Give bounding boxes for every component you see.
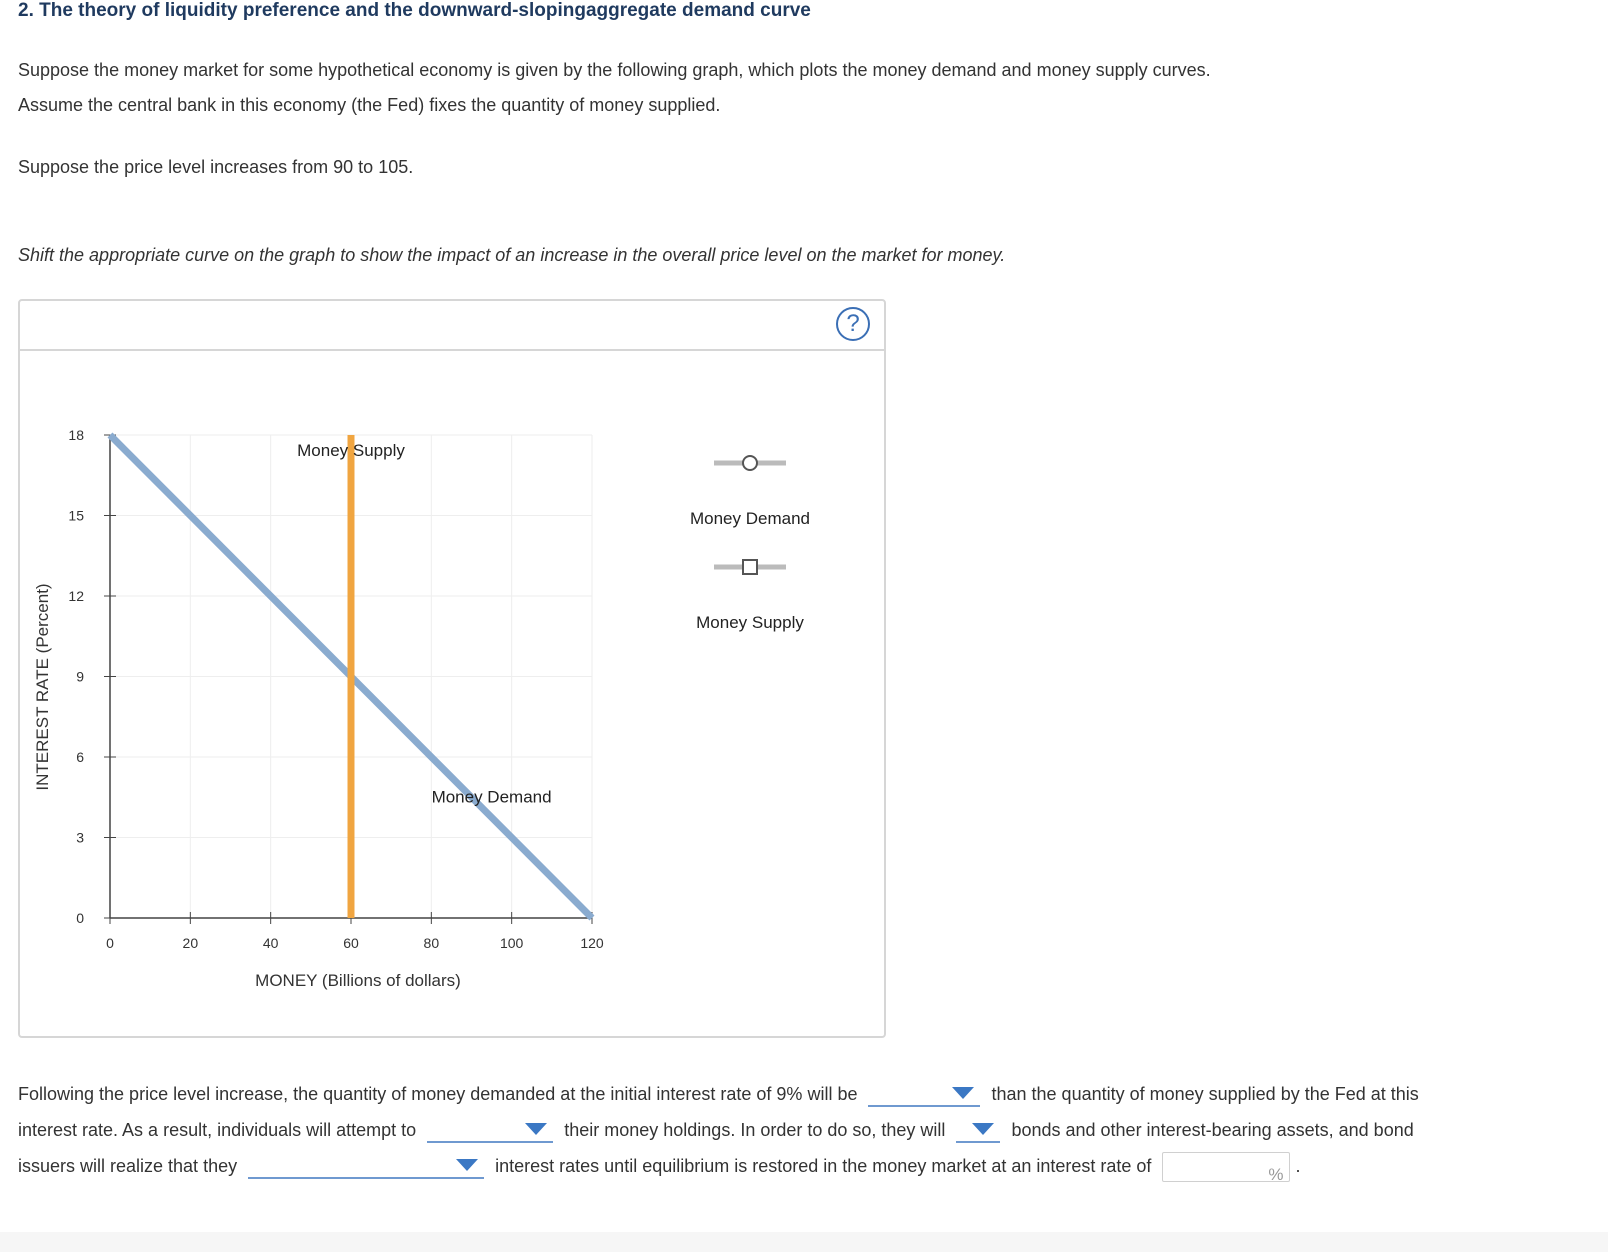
money-demand-legend-label: Money Demand <box>689 509 811 528</box>
x-tick-label: 20 <box>182 935 199 951</box>
price-change-text: Suppose the price level increases from 90 to 105. <box>18 157 414 177</box>
x-tick-label: 100 <box>499 935 524 951</box>
question-end: . <box>1295 1156 1301 1176</box>
percent-unit: % <box>1268 1165 1284 1185</box>
chevron-down-icon <box>456 1159 478 1171</box>
money-demand-label: Money Demand <box>431 787 552 807</box>
interest-rate-input[interactable] <box>1162 1152 1290 1185</box>
money-supply-label: Money Supply <box>297 441 405 461</box>
money-demand-tool-marker[interactable] <box>743 456 757 470</box>
question-text <box>18 1076 1438 1184</box>
question-s5: interest rates until equilibrium is restored in the money market at an interest rate of <box>495 1156 1152 1176</box>
question-s4: bonds and other interest-bearing assets, and bond issuers will realize that they <box>18 1120 1414 1176</box>
y-tick-label: 9 <box>76 668 84 685</box>
y-axis-label: INTEREST RATE (Percent) <box>33 583 52 791</box>
rate-action-dropdown[interactable] <box>248 1155 484 1179</box>
y-tick-label: 15 <box>68 507 84 524</box>
instruction-text: Shift the appropriate curve on the graph to show the impact of an increase in the overall price level on the market for money. <box>18 245 1006 265</box>
question-s3: their money holdings. In order to do so, they will <box>564 1120 946 1140</box>
x-tick-label: 40 <box>262 935 279 951</box>
x-tick-label: 0 <box>106 935 114 951</box>
bond-action-dropdown[interactable] <box>956 1119 1000 1143</box>
chevron-down-icon <box>952 1087 974 1099</box>
money-supply-tool-marker[interactable] <box>743 560 757 574</box>
y-tick-label: 12 <box>68 588 84 604</box>
x-tick-label: 60 <box>343 935 359 951</box>
y-tick-label: 18 <box>68 427 84 443</box>
holdings-action-dropdown[interactable] <box>427 1119 553 1143</box>
x-axis-label: MONEY (Billions of dollars) <box>255 971 461 990</box>
legend <box>690 456 810 632</box>
money-supply-legend-label: Money Supply <box>696 613 804 632</box>
intro-text-2: Assume the central bank in this economy (the Fed) fixes the quantity of money supplied. <box>18 95 721 115</box>
help-icon[interactable]: ? <box>836 307 870 341</box>
question-s1: Following the price level increase, the quantity of money demanded at the initial interest rate of 9% will be <box>18 1084 858 1104</box>
y-tick-label: 3 <box>76 829 84 846</box>
x-tick-label: 80 <box>423 935 440 951</box>
chevron-down-icon <box>525 1123 547 1135</box>
page-title: 2. The theory of liquidity preference and the downward-slopingaggregate demand curve <box>18 0 811 21</box>
comparison-dropdown[interactable] <box>868 1083 980 1107</box>
bottom-divider <box>0 1232 1608 1252</box>
intro-text-1: Suppose the money market for some hypothetical economy is given by the following graph, which plots the money demand and money supply curves. <box>18 60 1211 80</box>
chevron-down-icon <box>972 1123 994 1135</box>
money-market-chart[interactable] <box>0 300 886 1020</box>
y-tick-label: 0 <box>76 910 84 926</box>
y-tick-label: 6 <box>76 749 84 765</box>
x-tick-label: 120 <box>580 935 604 951</box>
question-s2: than the quantity of money supplied by the Fed at this interest rate. As a result, individuals will attempt to <box>18 1084 1419 1140</box>
chart-axes <box>68 427 603 951</box>
